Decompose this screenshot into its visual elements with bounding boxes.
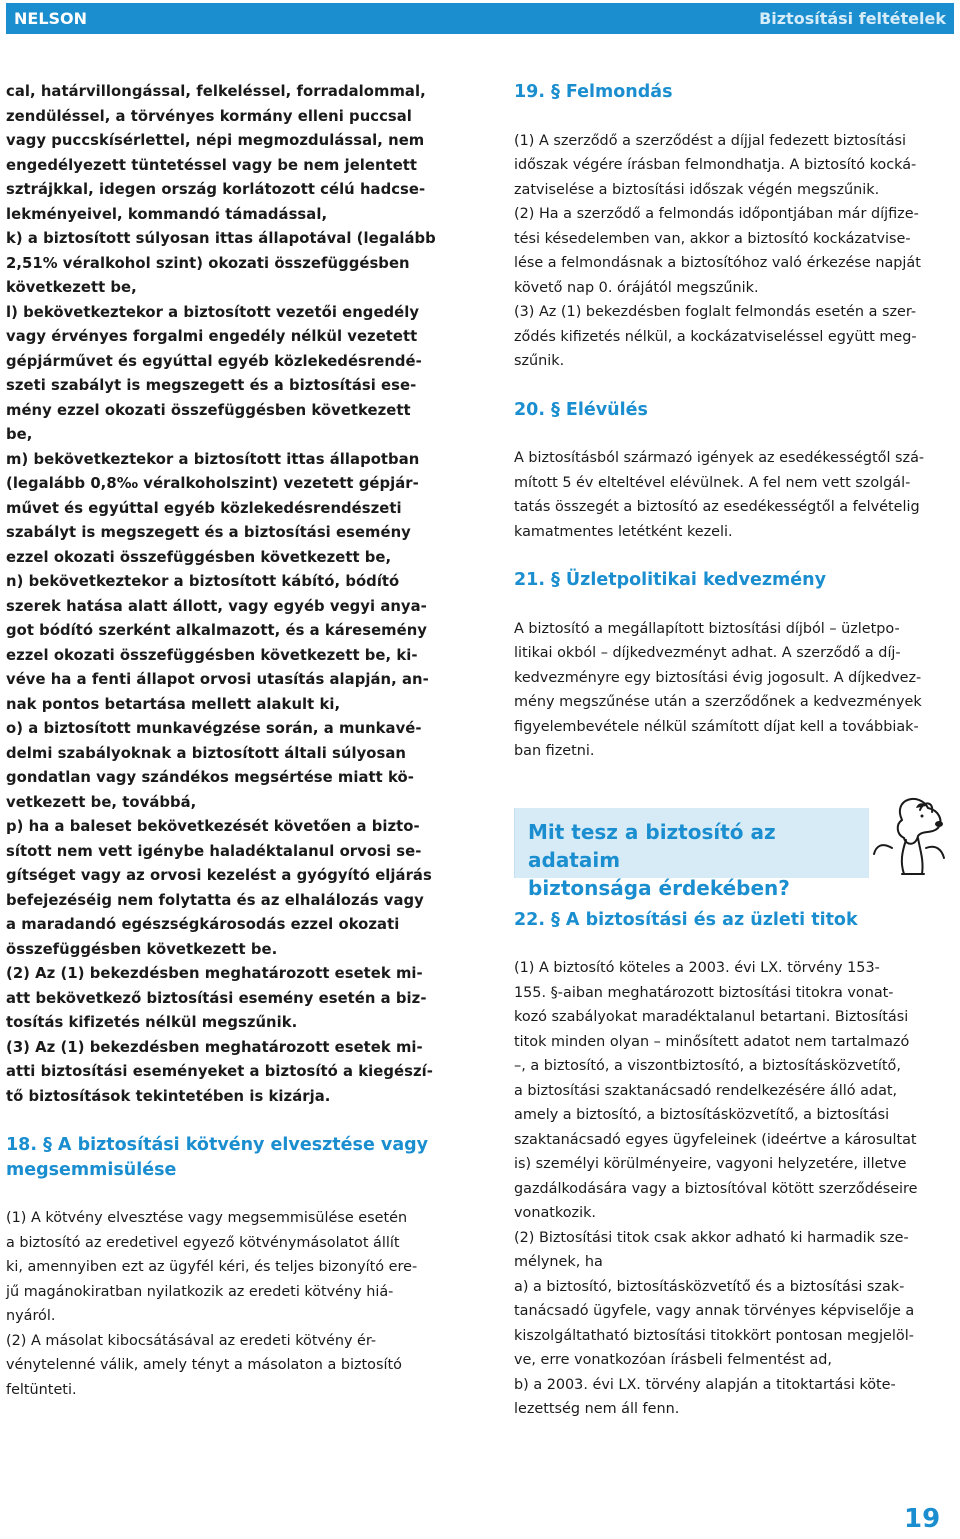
section-18-title-line: megsemmisülése (6, 1159, 177, 1180)
section-22-text-line: amely a biztosító, a biztosításközvetítő, a biztosítási (514, 1107, 890, 1123)
exclusion-text-line: (legalább 0,8‰ véralkoholszint) vezetett gépjár- (6, 475, 419, 492)
snoopy-icon (862, 790, 948, 880)
section-18-text-line: a biztosító az eredetivel egyező kötvénymásolatot állít (6, 1234, 400, 1251)
section-22-text-line: vonatkozik. (514, 1205, 596, 1221)
section-21-body (514, 617, 954, 764)
exclusion-text-line: m) bekövetkeztekor a biztosított ittas állapotban (6, 450, 420, 468)
section-22-text-line: kozó szabályokat maradéktalanul betartani. Biztosítási (514, 1009, 909, 1025)
section-20-text-line: tatás összegét a biztosító az esedékességtől a felvételig (514, 499, 920, 515)
section-22-text-line: (2) Biztosítási titok csak akkor adható ki harmadik sze- (514, 1229, 909, 1246)
exclusion-text-line: összefüggésben következett be. (6, 940, 278, 958)
section-22-text-line: szaktanácsadó egyes ügyfeleinek (ideértve a károsultat (514, 1131, 917, 1148)
section-19-text-line: tési késedelemben van, akkor a biztosító kockázatvise- (514, 230, 911, 247)
section-18-text-line: ki, amennyiben ezt az ügyfél kéri, és teljes bizonyító ere- (6, 1259, 418, 1275)
header-doc-title: Biztosítási feltételek (759, 9, 946, 28)
section-21-text-line: mény megszűnése után a szerződőnek a kedvezmények (514, 694, 922, 710)
exclusion-text-line: gítséget vagy az orvosi kezelést a gyógyító eljárás (6, 867, 432, 884)
exclusion-text-line: gondatlan vagy szándékos megsértése miatt kö- (6, 769, 414, 786)
exclusion-text-line: got bódító szerként alkalmazott, és a káresemény (6, 622, 428, 639)
exclusion-text-line: a maradandó egészségkárosodás ezzel okozati (6, 916, 400, 933)
section-22-text-line: (1) A biztosító köteles a 2003. évi LX. törvény 153- (514, 960, 880, 976)
right-column (514, 80, 954, 1422)
exclusion-text-line: gépjárművet és egyúttal egyéb közlekedésrendé- (6, 352, 422, 370)
section-22-text-line: kiszolgáltatható biztosítási titokkört pontosan megjelöl- (514, 1327, 914, 1344)
exclusion-text-line: szeti szabályt is megszegett és a biztosítási ese- (6, 377, 417, 394)
exclusion-text-line: mény ezzel okozati összefüggésben következett (6, 401, 411, 419)
section-22-text-line: is) személyi körülményeire, vagyoni helyzetére, illetve (514, 1156, 907, 1172)
section-21-text-line: kedvezményre egy biztosítási évig jogosult. A díjkedvez- (514, 669, 922, 686)
section-20-title: 20. § Elévülés (514, 399, 648, 420)
section-22-text-line: 155. §-aiban meghatározott biztosítási titokra vonat- (514, 984, 894, 1001)
data-security-callout (514, 808, 869, 900)
section-22-text-line: titok minden olyan – minősített adatot nem tartalmazó (514, 1033, 910, 1050)
section-20-text-line: A biztosításból származó igények az esedékességtől szá- (514, 450, 925, 466)
exclusion-text-line: szerek hatása alatt állott, vagy egyéb vegyi anya- (6, 597, 427, 615)
page-header (6, 3, 954, 34)
section-22-text-line: b) a 2003. évi LX. törvény alapján a titoktartási köte- (514, 1376, 896, 1393)
section-18-text-line: (2) A másolat kibocsátásával az eredeti kötvény ér- (6, 1332, 377, 1349)
section-18-title-line: 18. § A biztosítási kötvény elvesztése vagy (6, 1135, 429, 1155)
section-22-text-line: ve, erre vonatkozóan írásbeli felmentést ad, (514, 1352, 832, 1368)
exclusion-text-line: (2) Az (1) bekezdésben meghatározott esetek mi- (6, 965, 423, 982)
exclusion-text-line: véve ha a fenti állapot orvosi utasítás alapján, an- (6, 671, 429, 688)
section-22-text-line: gazdálkodására vagy a biztosítóval kötött szerződéseire (514, 1180, 918, 1197)
section-22-text-line: mélynek, ha (514, 1254, 603, 1270)
section-18-text-line: nyáról. (6, 1308, 56, 1324)
section-19-body (514, 129, 954, 374)
callout-line: Mit tesz a biztosító az adataim (528, 819, 776, 872)
section-22-body (514, 956, 954, 1422)
exclusion-text-line: sított nem vett igénybe haladéktalanul orvosi se- (6, 842, 422, 860)
exclusion-text-line: tosítás kifizetés nélkül megszűnik. (6, 1014, 298, 1031)
exclusion-text-line: nak pontos betartása mellett alakult ki, (6, 695, 341, 713)
section-18-body (6, 1206, 446, 1402)
exclusion-text-line: sztrájkkal, idegen ország korlátozott célú hadcse- (6, 181, 426, 198)
section-22-text-line: a) a biztosító, biztosításközvetítő és a biztosítási szak- (514, 1278, 905, 1295)
exclusion-text-line: lekményeivel, kommandó támadással, (6, 205, 328, 223)
section-19-text-line: lése a felmondásnak a biztosítóhoz való érkezése napját (514, 255, 921, 271)
section-19-text-line: szűnik. (514, 353, 565, 369)
exclusion-text-line: művet és egyúttal egyéb közlekedésrendészeti (6, 499, 402, 517)
page-number: 19 (904, 1504, 941, 1534)
exclusion-text-line: l) bekövetkeztekor a biztosított vezetői engedély (6, 303, 420, 321)
section-21-title: 21. § Üzletpolitikai kedvezmény (514, 570, 827, 590)
exclusion-text-line: következett be, (6, 279, 137, 296)
exclusion-text-line: delmi szabályoknak a biztosított általi súlyosan (6, 744, 406, 762)
section-18-text-line: jű magánokiratban nyilatkozik az eredeti kötvény hiá- (6, 1283, 394, 1300)
section-21-text-line: A biztosító a megállapított biztosítási díjból – üzletpo- (514, 620, 900, 637)
exclusion-text-line: befejezéséig nem folytatta és az elhalálozás vagy (6, 891, 424, 909)
exclusion-text-line: vetkezett be, továbbá, (6, 793, 197, 811)
exclusion-text-line: be, (6, 426, 33, 443)
exclusion-text-line: n) bekövetkeztekor a biztosított kábító, bódító (6, 573, 400, 590)
section-18-text-line: feltünteti. (6, 1381, 77, 1398)
section-19-text-line: időszak végére írásban felmondhatja. A biztosító kocká- (514, 157, 917, 173)
exclusion-text-line: ezzel okozati összefüggésben következett be, (6, 548, 392, 566)
exclusion-text-line: vagy érvényes forgalmi engedély nélkül vezetett (6, 328, 418, 345)
exclusion-text-line: szabályt is megszegett és a biztosítási esemény (6, 524, 411, 541)
section-18-text-line: (1) A kötvény elvesztése vagy megsemmisülése esetén (6, 1210, 408, 1226)
exclusion-text-line: (3) Az (1) bekezdésben meghatározott esetek mi- (6, 1038, 423, 1056)
section-22-text-line: –, a biztosító, a viszontbiztosító, a biztosításközvetítő, (514, 1058, 901, 1074)
exclusion-text-line: o) a biztosított munkavégzése során, a munkavé- (6, 720, 422, 737)
section-21-text-line: litikai okból – díjkedvezményt adhat. A szerződő a díj- (514, 645, 901, 661)
callout-line: biztonsága érdekében? (528, 875, 790, 900)
section-19-text-line: (3) Az (1) bekezdésben foglalt felmondás esetén a szer- (514, 304, 917, 320)
exclusions-continued (6, 80, 446, 1109)
exclusion-text-line: tő biztosítások tekintetében is kizárja. (6, 1087, 331, 1105)
exclusion-text-line: vagy puccskísérlettel, népi megmozdulással, nem (6, 132, 425, 149)
exclusion-text-line: p) ha a baleset bekövetkezését követően a bizto- (6, 818, 420, 835)
section-19-text-line: (2) Ha a szerződő a felmondás időpontjában már díjfize- (514, 206, 919, 222)
section-19-text-line: ződés kifizetés nélkül, a kockázatviseléssel együtt meg- (514, 328, 917, 345)
section-20-text-line: kamatmentes letétként kezeli. (514, 523, 733, 540)
exclusion-text-line: 2,51% véralkohol szint) okozati összefüggésben (6, 254, 410, 272)
header-brand: NELSON (14, 9, 88, 28)
exclusion-text-line: engedélyezett tüntetéssel vagy be nem jelentett (6, 156, 418, 174)
exclusion-text-line: atti biztosítási eseményeket a biztosító a kiegészí- (6, 1063, 433, 1080)
exclusion-text-line: cal, határvillongással, felkeléssel, forradalommal, (6, 83, 426, 100)
exclusion-text-line: zendüléssel, a törvényes kormány elleni puccsal (6, 107, 412, 125)
section-22-text-line: a biztosítási szaktanácsadó rendelkezésére álló adat, (514, 1082, 898, 1099)
section-18-text-line: vénytelenné válik, amely tényt a másolaton a biztosító (6, 1357, 402, 1373)
section-19-text-line: (1) A szerződő a szerződést a díjjal fedezett biztosítási (514, 132, 907, 149)
exclusion-text-line: att bekövetkező biztosítási esemény esetén a biz- (6, 989, 427, 1007)
section-21-text-line: ban fizetni. (514, 743, 595, 759)
section-20-text-line: mított 5 év elteltével elévülnek. A fel nem vett szolgál- (514, 474, 911, 491)
section-19-title: 19. § Felmondás (514, 82, 673, 102)
section-19-text-line: zatviselése a biztosítási időszak végén megszűnik. (514, 181, 880, 198)
section-22-text-line: tanácsadó ügyfele, vagy annak törvényes képviselője a (514, 1303, 915, 1319)
exclusion-text-line: ezzel okozati összefüggésben következett be, ki- (6, 646, 418, 664)
section-22-text-line: lezettség nem áll fenn. (514, 1401, 680, 1417)
left-column (6, 80, 446, 1402)
exclusion-text-line: k) a biztosított súlyosan ittas állapotával (legalább (6, 230, 436, 247)
section-19-text-line: követő nap 0. órájától megszűnik. (514, 279, 759, 296)
section-20-body (514, 446, 954, 544)
section-18-title (6, 1133, 446, 1182)
section-21-text-line: figyelembevétele nélkül számított díjat kell a továbbiak- (514, 718, 919, 735)
section-22-title: 22. § A biztosítási és az üzleti titok (514, 909, 858, 930)
